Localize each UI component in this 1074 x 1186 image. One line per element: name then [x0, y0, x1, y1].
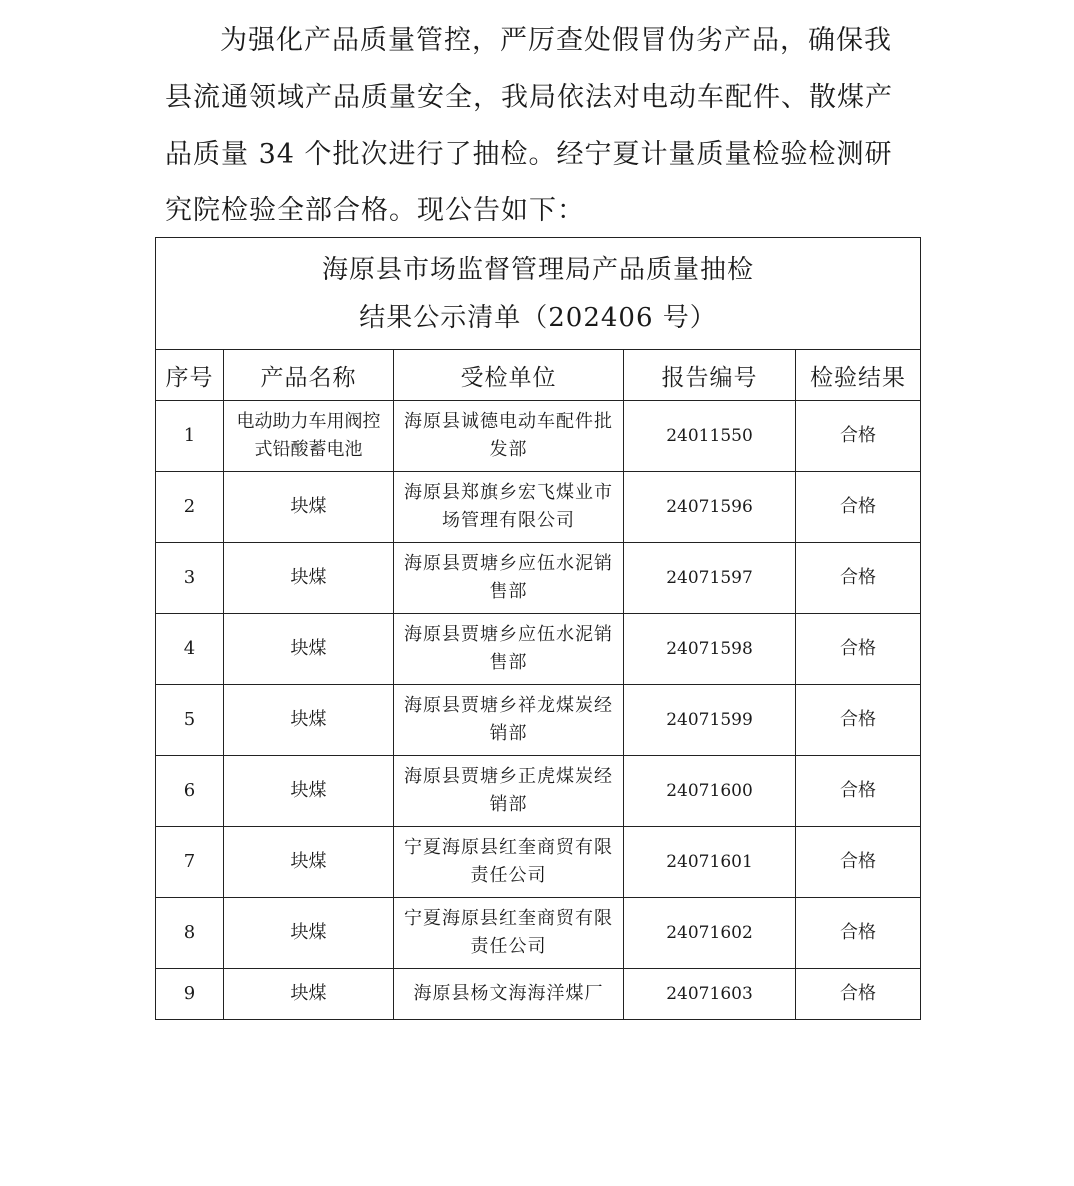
header-product: 产品名称 [224, 350, 394, 401]
cell-report: 24071601 [624, 827, 796, 898]
cell-unit: 宁夏海原县红奎商贸有限责任公司 [394, 898, 624, 969]
header-result: 检验结果 [796, 350, 921, 401]
cell-seq: 1 [156, 401, 224, 472]
cell-unit: 海原县诚德电动车配件批发部 [394, 401, 624, 472]
table-row [156, 472, 921, 543]
cell-product: 块煤 [224, 969, 394, 1020]
cell-product: 块煤 [224, 685, 394, 756]
intro-line: 为强化产品质量管控，严厉查处假冒伪劣产品，确保我 [220, 25, 892, 56]
cell-result: 合格 [796, 472, 921, 543]
table-row [156, 401, 921, 472]
cell-report: 24071596 [624, 472, 796, 543]
intro-line: 县流通领域产品质量安全，我局依法对电动车配件、散煤产 [165, 82, 893, 113]
table-title-line: 海原县市场监督管理局产品质量抽检 [322, 254, 755, 285]
header-report: 报告编号 [624, 350, 796, 401]
intro-line: 究院检验全部合格。现公告如下： [165, 195, 585, 226]
cell-unit: 海原县贾塘乡正虎煤炭经销部 [394, 756, 624, 827]
cell-seq: 2 [156, 472, 224, 543]
table-row [156, 543, 921, 614]
inspection-results-table [155, 237, 921, 1020]
table-title-row [156, 238, 921, 350]
table-title-line: 结果公示清单（202406 号） [359, 302, 717, 333]
cell-result: 合格 [796, 543, 921, 614]
cell-product: 块煤 [224, 614, 394, 685]
table-row [156, 756, 921, 827]
cell-product: 电动助力车用阀控式铅酸蓄电池 [224, 401, 394, 472]
cell-unit: 海原县郑旗乡宏飞煤业市场管理有限公司 [394, 472, 624, 543]
cell-report: 24071602 [624, 898, 796, 969]
cell-product: 块煤 [224, 898, 394, 969]
table-row [156, 827, 921, 898]
cell-seq: 4 [156, 614, 224, 685]
table-row [156, 969, 921, 1020]
cell-report: 24071600 [624, 756, 796, 827]
cell-product: 块煤 [224, 827, 394, 898]
cell-seq: 9 [156, 969, 224, 1020]
cell-report: 24071599 [624, 685, 796, 756]
cell-result: 合格 [796, 898, 921, 969]
cell-seq: 3 [156, 543, 224, 614]
table-row [156, 614, 921, 685]
cell-unit: 海原县杨文海海洋煤厂 [394, 969, 624, 1020]
cell-result: 合格 [796, 685, 921, 756]
announcement-intro [0, 0, 1074, 240]
cell-seq: 7 [156, 827, 224, 898]
cell-product: 块煤 [224, 756, 394, 827]
table-title [156, 238, 921, 350]
cell-product: 块煤 [224, 472, 394, 543]
cell-unit: 海原县贾塘乡应伍水泥销售部 [394, 614, 624, 685]
cell-result: 合格 [796, 756, 921, 827]
cell-result: 合格 [796, 827, 921, 898]
cell-result: 合格 [796, 969, 921, 1020]
cell-unit: 海原县贾塘乡祥龙煤炭经销部 [394, 685, 624, 756]
intro-line: 品质量 34 个批次进行了抽检。经宁夏计量质量检验检测研 [165, 139, 893, 170]
cell-report: 24011550 [624, 401, 796, 472]
table-row [156, 898, 921, 969]
cell-unit: 海原县贾塘乡应伍水泥销售部 [394, 543, 624, 614]
cell-result: 合格 [796, 614, 921, 685]
header-unit: 受检单位 [394, 350, 624, 401]
cell-seq: 6 [156, 756, 224, 827]
cell-seq: 5 [156, 685, 224, 756]
header-seq: 序号 [156, 350, 224, 401]
table-header-row [156, 350, 921, 401]
cell-product: 块煤 [224, 543, 394, 614]
cell-report: 24071597 [624, 543, 796, 614]
table-row [156, 685, 921, 756]
cell-unit: 宁夏海原县红奎商贸有限责任公司 [394, 827, 624, 898]
cell-report: 24071598 [624, 614, 796, 685]
cell-report: 24071603 [624, 969, 796, 1020]
cell-result: 合格 [796, 401, 921, 472]
cell-seq: 8 [156, 898, 224, 969]
